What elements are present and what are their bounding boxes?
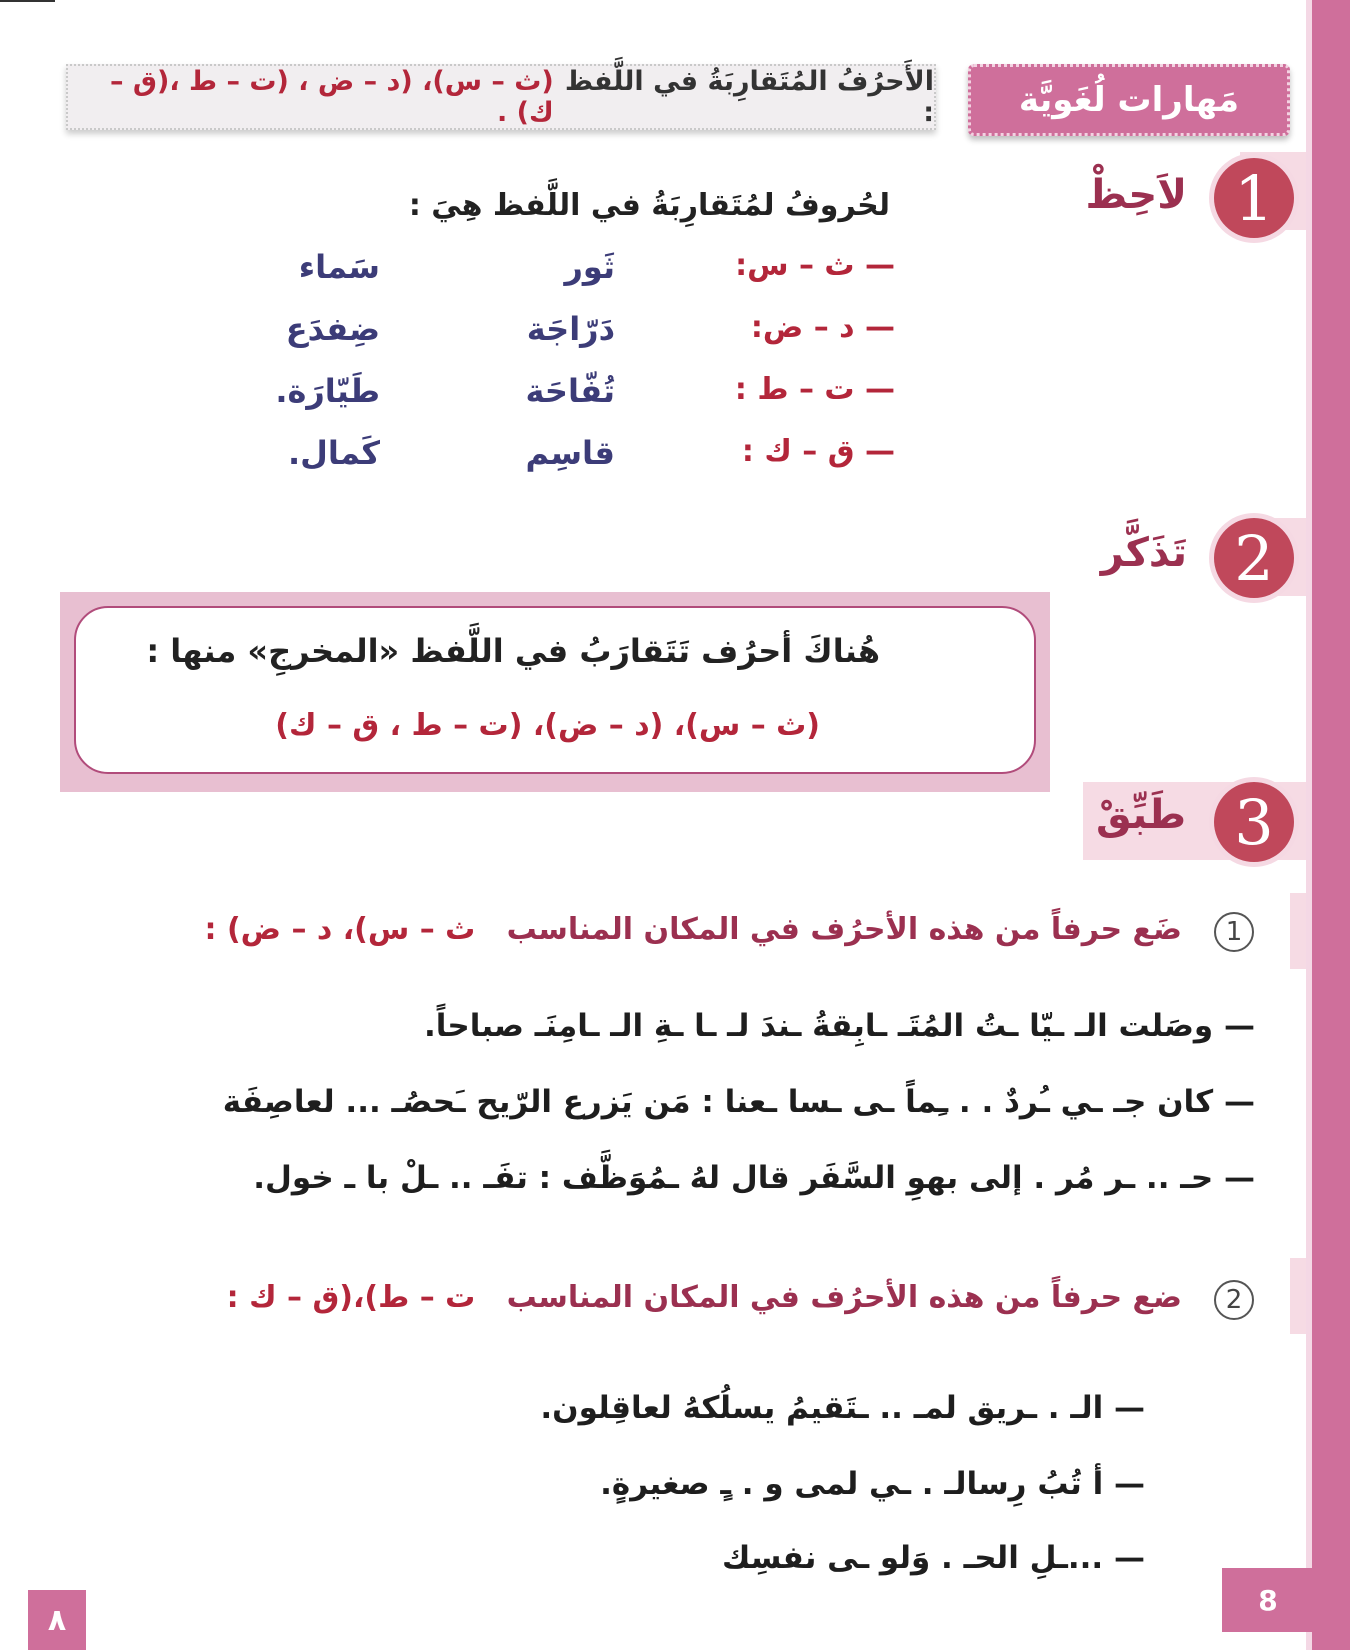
exercise1-instruction-text: ضَع حرفاً من هذه الأحرُف في المكان المناسب — [506, 912, 1182, 947]
section1-intro: لحُروفُ لمُتَقارِبَةُ في اللَّفظ هِيَ : — [408, 188, 890, 223]
exercise1-instruction — [205, 912, 1182, 947]
pair-row-4: — ق – ك : — [741, 434, 895, 469]
exercise1-sentence-1: — وصَلت الـ ـيّا ـتُ المُتَـ ـابِقةُ ـندَ لـ ـا ـةِ الـ ـامِنَـ صباحاً. — [423, 1008, 1255, 1044]
exercise2-sentence-1: — الـ . ـريق لمـ .. ـتَقيمُ يسلُكهُ لعاقِلون. — [540, 1390, 1145, 1426]
pair-row-1: — ث – س: — [735, 248, 895, 283]
chapter-title: مَهارات لُغَويَّة — [1018, 80, 1240, 120]
section3-label: طَبِّقْ — [1095, 792, 1186, 838]
word-row-4-b: كَمال. — [288, 434, 380, 472]
section2-label: تَذَكَّر — [1100, 530, 1187, 576]
top-rule — [0, 0, 55, 2]
section2-badge — [1214, 518, 1294, 598]
word-row-1-a: ثَور — [564, 248, 615, 286]
remember-statement: هُناكَ أحرُف تَتَقارَبُ في اللَّفظ «المخرجِ» منها : — [146, 632, 880, 670]
section3-number: 3 — [1234, 785, 1274, 859]
exercise2-letters: ت – ط)،(ق – ك : — [226, 1280, 476, 1315]
exercise1-number: 1 — [1214, 912, 1254, 952]
pair-row-2: — د – ض: — [750, 310, 895, 345]
chapter-tab — [968, 64, 1290, 136]
word-row-3-a: تُفّاحَة — [525, 372, 615, 410]
pair-row-3: — ت – ط : — [734, 372, 895, 407]
exercise1-band — [1290, 893, 1306, 969]
section3-badge — [1214, 782, 1294, 862]
topic-banner — [66, 64, 936, 130]
exercise1-sentence-3: — حـ .. ـر مُر . إلى بهوِ السَّفَر قال لهُ ـمُوَظَّف : تفَـ .. ـلْ با ـ خول. — [253, 1160, 1255, 1196]
section1-badge — [1214, 158, 1294, 238]
topic-title: الأَحرُفُ المُتَقارِبَةُ في اللَّفظ : — [564, 66, 934, 128]
word-row-1-b: سَماء — [298, 248, 380, 286]
exercise2-instruction-text: ضع حرفاً من هذه الأحرُف في المكان المناسب — [506, 1280, 1182, 1315]
word-row-4-a: قاسِم — [525, 434, 615, 472]
exercise2-sentence-3: — ...ـلِ الحـ . وَلو ـى نفسِك — [722, 1540, 1145, 1576]
page-edge-strip — [1312, 0, 1350, 1650]
section2-number: 2 — [1234, 521, 1274, 595]
word-row-2-b: ضِفدَع — [285, 310, 380, 348]
exercise2-instruction — [227, 1280, 1182, 1315]
exercise2-band — [1290, 1258, 1306, 1334]
word-row-3-b: طَيّارَة. — [275, 372, 380, 410]
exercise1-letters: ث – س)، د – ض) : — [204, 912, 476, 947]
exercise2-sentence-2: — أ تُبُ رِسالـ . ـي لمى و . ـٍ صغيرةٍ. — [600, 1466, 1145, 1502]
section1-number: 1 — [1234, 161, 1274, 235]
page-number-latin: 8 — [1222, 1568, 1314, 1632]
exercise2-number: 2 — [1214, 1280, 1254, 1320]
word-row-2-a: دَرّاجَة — [526, 310, 615, 348]
section1-label: لاَحِظْ — [1085, 172, 1187, 218]
remember-pairs: (ث – س)، (د – ض)، (ت – ط ، ق – ك) — [275, 708, 820, 743]
page-number-arabic: ٨ — [28, 1590, 86, 1650]
topic-pairs: (ث – س)، (د – ض ، (ت – ط ،(ق – ك) . — [110, 66, 554, 128]
exercise1-sentence-2: — كان جـ ـي ـُردٌ . . ـِماً ـى ـسا ـعنا : مَن يَزرع الرّيح ـَحصُـ ... لعاصِفَة — [222, 1084, 1255, 1120]
